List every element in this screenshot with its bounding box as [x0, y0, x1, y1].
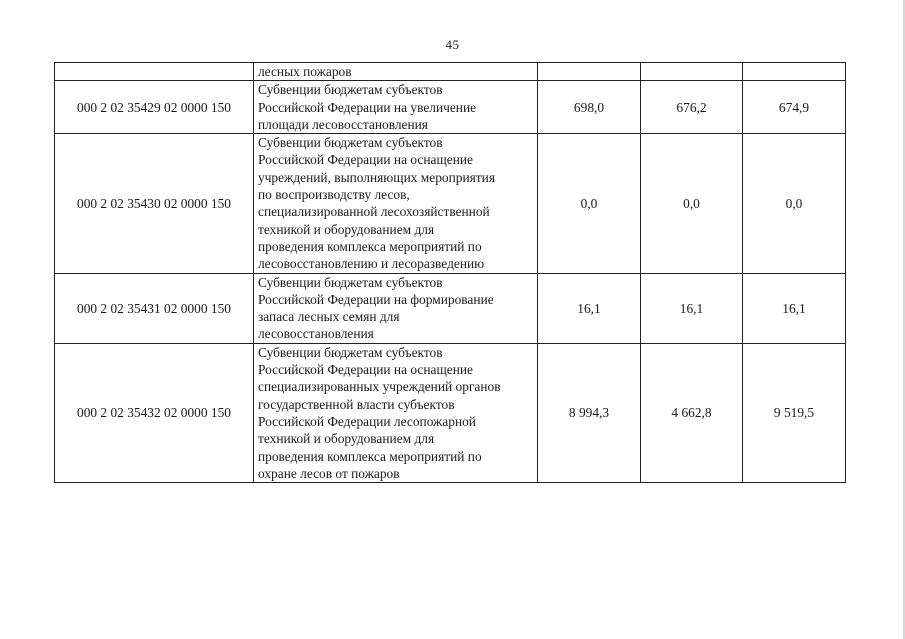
- description-line: Субвенции бюджетам субъектов: [258, 82, 443, 98]
- description-line: охране лесов от пожаров: [258, 465, 400, 481]
- description-line: государственной власти субъектов: [258, 396, 455, 412]
- table-row: [55, 63, 846, 81]
- description-cell: [254, 134, 538, 273]
- description-line: Российской Федерации лесопожарной: [258, 413, 476, 429]
- table-row: [55, 343, 846, 482]
- description-line: лесовосстановления: [258, 326, 374, 342]
- budget-code-cell: 000 2 02 35432 02 0000 150: [55, 343, 254, 482]
- value-cell: [743, 63, 846, 81]
- value-cell: 0,0: [641, 134, 743, 273]
- value-cell: 16,1: [641, 273, 743, 343]
- value-cell: 9 519,5: [743, 343, 846, 482]
- page-number: 45: [445, 37, 460, 52]
- value-cell: 16,1: [538, 273, 641, 343]
- value-cell: [641, 63, 743, 81]
- table-row: [55, 134, 846, 273]
- description-line: запаса лесных семян для: [258, 309, 400, 325]
- description-line: лесовосстановлению и лесоразведению: [258, 256, 485, 272]
- description-line: Российской Федерации на оснащение: [258, 362, 473, 378]
- value-cell: 0,0: [538, 134, 641, 273]
- description-line: техникой и оборудованием для: [258, 431, 435, 447]
- value-cell: 16,1: [743, 273, 846, 343]
- description-line: Российской Федерации на формирование: [258, 291, 494, 307]
- budget-code-cell: 000 2 02 35430 02 0000 150: [55, 134, 254, 273]
- description-line: проведения комплекса мероприятий по: [258, 448, 482, 464]
- description-line: по воспроизводству лесов,: [258, 187, 410, 203]
- description-cell: [254, 273, 538, 343]
- budget-code-cell: 000 2 02 35429 02 0000 150: [55, 81, 254, 134]
- description-line: техникой и оборудованием для: [258, 221, 435, 237]
- budget-code-cell: 000 2 02 35431 02 0000 150: [55, 273, 254, 343]
- description-line: специализированных учреждений органов: [258, 379, 501, 395]
- description-cell: [254, 343, 538, 482]
- description-line: учреждений, выполняющих мероприятия: [258, 169, 495, 185]
- description-line: Российской Федерации на оснащение: [258, 152, 473, 168]
- description-line: площади лесовосстановления: [258, 116, 428, 132]
- description-line: Субвенции бюджетам субъектов: [258, 274, 443, 290]
- value-cell: 0,0: [743, 134, 846, 273]
- description-line: Субвенции бюджетам субъектов: [258, 344, 443, 360]
- description-line: специализированной лесохозяйственной: [258, 204, 490, 220]
- description-line: Субвенции бюджетам субъектов: [258, 135, 443, 151]
- value-cell: 674,9: [743, 81, 846, 134]
- table-row: [55, 81, 846, 134]
- value-cell: 698,0: [538, 81, 641, 134]
- value-cell: [538, 63, 641, 81]
- value-cell: 8 994,3: [538, 343, 641, 482]
- value-cell: 4 662,8: [641, 343, 743, 482]
- description-line: Российской Федерации на увеличение: [258, 99, 477, 115]
- description-cell: [254, 63, 538, 81]
- value-cell: 676,2: [641, 81, 743, 134]
- table-row: [55, 273, 846, 343]
- description-line: проведения комплекса мероприятий по: [258, 238, 482, 254]
- description-line: лесных пожаров: [258, 64, 352, 79]
- description-cell: [254, 81, 538, 134]
- budget-table: [54, 62, 846, 483]
- budget-code-cell: [55, 63, 254, 81]
